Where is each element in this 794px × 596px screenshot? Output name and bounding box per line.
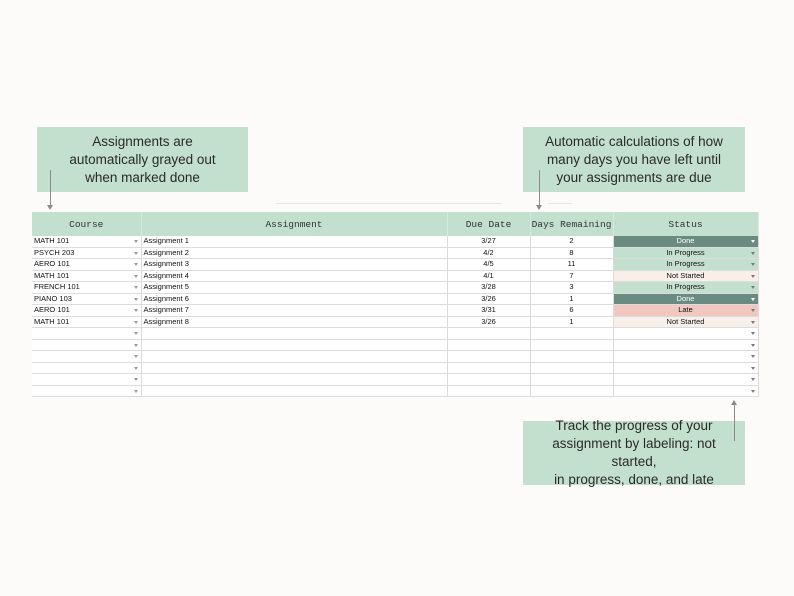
chevron-down-icon[interactable] [751, 252, 755, 255]
assignment-cell-text: Assignment 7 [143, 305, 189, 314]
assignment-cell-text: Assignment 3 [143, 259, 189, 268]
due-date-cell-text: 3/27 [481, 236, 496, 245]
chevron-down-icon[interactable] [751, 367, 755, 370]
header-row [32, 212, 758, 236]
status-cell[interactable] [613, 293, 758, 305]
due-date-cell[interactable] [447, 316, 530, 328]
status-cell-text: In Progress [666, 247, 705, 257]
course-cell-text: MATH 101 [34, 270, 70, 280]
days-remaining-cell-text: 1 [569, 316, 574, 326]
status-cell[interactable] [613, 374, 758, 386]
table-row [32, 351, 758, 363]
course-cell-text: FRENCH 101 [34, 282, 80, 291]
course-cell[interactable] [32, 385, 141, 397]
arrow-line-left [50, 170, 51, 206]
assignment-cell[interactable] [141, 282, 447, 294]
status-cell[interactable] [613, 351, 758, 363]
status-cell[interactable] [613, 236, 758, 247]
header-status[interactable]: Status [613, 212, 758, 236]
callout-line: in progress, done, and late [554, 472, 714, 487]
course-cell[interactable] [32, 339, 141, 351]
days-remaining-cell [530, 259, 613, 271]
course-cell[interactable] [32, 362, 141, 374]
course-cell[interactable] [32, 282, 141, 294]
callout-grayed-out [37, 127, 248, 192]
days-remaining-cell-text: 2 [569, 236, 574, 245]
days-remaining-cell-text: 6 [569, 305, 574, 314]
status-cell-text: Done [676, 293, 695, 303]
status-cell[interactable] [613, 270, 758, 282]
header-days-remaining[interactable]: Days Remaining [530, 212, 613, 236]
assignment-cell[interactable] [141, 328, 447, 340]
assignment-cell-text: Assignment 8 [143, 316, 189, 326]
assignment-cell-text: Assignment 2 [143, 247, 189, 257]
arrow-line-middle [539, 170, 540, 206]
assignment-cell[interactable] [141, 351, 447, 363]
due-date-cell[interactable] [447, 339, 530, 351]
course-cell[interactable] [32, 236, 141, 247]
callout-line: Automatic calculations of how [545, 133, 723, 149]
arrow-down-icon [536, 205, 542, 210]
chevron-down-icon[interactable] [134, 355, 138, 358]
chevron-down-icon[interactable] [751, 309, 755, 312]
days-remaining-cell [530, 316, 613, 328]
divider [276, 203, 502, 204]
course-cell[interactable] [32, 247, 141, 259]
status-cell[interactable] [613, 362, 758, 374]
course-cell[interactable] [32, 328, 141, 340]
status-cell-text: In Progress [666, 259, 705, 268]
status-cell-text: Late [678, 305, 693, 314]
callout-line: assignment by labeling: not started, [552, 436, 716, 469]
due-date-cell[interactable] [447, 374, 530, 386]
status-cell-text: In Progress [666, 282, 705, 291]
assignment-cell[interactable] [141, 293, 447, 305]
chevron-down-icon[interactable] [134, 275, 138, 278]
due-date-cell[interactable] [447, 351, 530, 363]
status-cell[interactable] [613, 316, 758, 328]
status-cell[interactable] [613, 259, 758, 271]
table-row [32, 328, 758, 340]
course-cell[interactable] [32, 374, 141, 386]
assignment-cell[interactable] [141, 305, 447, 317]
status-cell-text: Done [676, 236, 695, 245]
table-row [32, 362, 758, 374]
callout-line: automatically grayed out [69, 151, 216, 167]
chevron-down-icon[interactable] [751, 332, 755, 335]
course-cell-text: MATH 101 [34, 316, 70, 326]
chevron-down-icon[interactable] [751, 355, 755, 358]
course-cell-text: PIANO 103 [34, 293, 72, 303]
assignment-tracker-table [32, 212, 759, 397]
assignment-cell-text: Assignment 4 [143, 270, 189, 280]
days-remaining-cell [530, 351, 613, 363]
chevron-down-icon[interactable] [751, 240, 755, 243]
status-cell[interactable] [613, 305, 758, 317]
days-remaining-cell [530, 385, 613, 397]
due-date-cell-text: 4/5 [483, 259, 494, 268]
chevron-down-icon[interactable] [751, 390, 755, 393]
chevron-down-icon[interactable] [134, 286, 138, 289]
due-date-cell[interactable] [447, 282, 530, 294]
status-cell[interactable] [613, 247, 758, 259]
assignment-cell[interactable] [141, 270, 447, 282]
callout-track-progress [523, 418, 745, 487]
arrow-up-icon [731, 400, 737, 405]
table-row [32, 259, 758, 271]
table-row [32, 374, 758, 386]
assignment-cell[interactable] [141, 385, 447, 397]
course-cell-text: AERO 101 [34, 259, 70, 268]
chevron-down-icon[interactable] [134, 378, 138, 381]
chevron-down-icon[interactable] [134, 390, 138, 393]
assignment-cell-text: Assignment 1 [143, 236, 189, 245]
chevron-down-icon[interactable] [134, 367, 138, 370]
chevron-down-icon[interactable] [134, 298, 138, 301]
chevron-down-icon[interactable] [134, 263, 138, 266]
assignment-cell-text: Assignment 5 [143, 282, 189, 291]
assignment-cell[interactable] [141, 362, 447, 374]
table-row [32, 293, 758, 305]
days-remaining-cell [530, 247, 613, 259]
header-course[interactable]: Course [32, 212, 141, 236]
due-date-cell[interactable] [447, 328, 530, 340]
status-cell-text: Not Started [666, 316, 705, 326]
days-remaining-cell [530, 362, 613, 374]
callout-line: many days you have left until [546, 151, 722, 167]
due-date-cell-text: 4/2 [483, 247, 494, 257]
status-cell[interactable] [613, 282, 758, 294]
status-cell[interactable] [613, 339, 758, 351]
table-row [32, 282, 758, 294]
due-date-cell[interactable] [447, 270, 530, 282]
due-date-cell-text: 3/31 [481, 305, 496, 314]
assignment-cell-text: Assignment 6 [143, 293, 189, 303]
callout-line: Assignments are [92, 133, 193, 149]
days-remaining-cell [530, 293, 613, 305]
due-date-cell-text: 4/1 [483, 270, 494, 280]
assignment-cell[interactable] [141, 259, 447, 271]
assignment-cell[interactable] [141, 374, 447, 386]
assignment-cell[interactable] [141, 247, 447, 259]
due-date-cell[interactable] [447, 293, 530, 305]
days-remaining-cell [530, 270, 613, 282]
arrow-line-right [734, 405, 735, 441]
due-date-cell-text: 3/28 [481, 282, 496, 291]
chevron-down-icon[interactable] [751, 263, 755, 266]
due-date-cell[interactable] [447, 259, 530, 271]
course-cell[interactable] [32, 259, 141, 271]
due-date-cell[interactable] [447, 362, 530, 374]
days-remaining-cell-text: 7 [569, 270, 574, 280]
days-remaining-cell-text: 8 [569, 247, 574, 257]
chevron-down-icon[interactable] [751, 321, 755, 324]
days-remaining-cell-text: 3 [569, 282, 574, 291]
chevron-down-icon[interactable] [134, 321, 138, 324]
days-remaining-cell [530, 339, 613, 351]
table-row [32, 247, 758, 259]
course-cell[interactable] [32, 305, 141, 317]
table-row [32, 236, 758, 247]
table-row [32, 385, 758, 397]
callout-line: Track the progress of your [555, 418, 713, 433]
chevron-down-icon[interactable] [751, 275, 755, 278]
chevron-down-icon[interactable] [134, 309, 138, 312]
table-row [32, 305, 758, 317]
status-cell[interactable] [613, 328, 758, 340]
days-remaining-cell-text: 11 [567, 259, 576, 268]
chevron-down-icon[interactable] [751, 378, 755, 381]
due-date-cell-text: 3/26 [481, 316, 496, 326]
table-row [32, 339, 758, 351]
days-remaining-cell [530, 236, 613, 247]
days-remaining-cell [530, 374, 613, 386]
assignment-cell[interactable] [141, 236, 447, 247]
course-cell[interactable] [32, 293, 141, 305]
chevron-down-icon[interactable] [751, 298, 755, 301]
days-remaining-cell [530, 282, 613, 294]
chevron-down-icon[interactable] [751, 344, 755, 347]
due-date-cell[interactable] [447, 305, 530, 317]
course-cell-text: MATH 101 [34, 236, 70, 245]
days-remaining-cell [530, 328, 613, 340]
divider [548, 203, 572, 204]
callout-auto-calc [523, 127, 745, 192]
chevron-down-icon[interactable] [134, 252, 138, 255]
course-cell-text: PSYCH 203 [34, 247, 75, 257]
assignment-cell[interactable] [141, 316, 447, 328]
course-cell[interactable] [32, 270, 141, 282]
days-remaining-cell-text: 1 [569, 293, 574, 303]
course-cell-text: AERO 101 [34, 305, 70, 314]
days-remaining-cell [530, 305, 613, 317]
callout-line: when marked done [85, 169, 200, 185]
chevron-down-icon[interactable] [134, 344, 138, 347]
due-date-cell-text: 3/26 [481, 293, 496, 303]
header-due-date[interactable]: Due Date [447, 212, 530, 236]
callout-line: your assignments are due [556, 169, 712, 185]
chevron-down-icon[interactable] [134, 240, 138, 243]
course-cell[interactable] [32, 316, 141, 328]
chevron-down-icon[interactable] [751, 286, 755, 289]
arrow-down-icon [47, 205, 53, 210]
due-date-cell[interactable] [447, 236, 530, 247]
due-date-cell[interactable] [447, 247, 530, 259]
header-assignment[interactable]: Assignment [141, 212, 447, 236]
table-row [32, 316, 758, 328]
due-date-cell[interactable] [447, 385, 530, 397]
table-row [32, 270, 758, 282]
status-cell[interactable] [613, 385, 758, 397]
assignment-cell[interactable] [141, 339, 447, 351]
course-cell[interactable] [32, 351, 141, 363]
status-cell-text: Not Started [666, 270, 705, 280]
chevron-down-icon[interactable] [134, 332, 138, 335]
